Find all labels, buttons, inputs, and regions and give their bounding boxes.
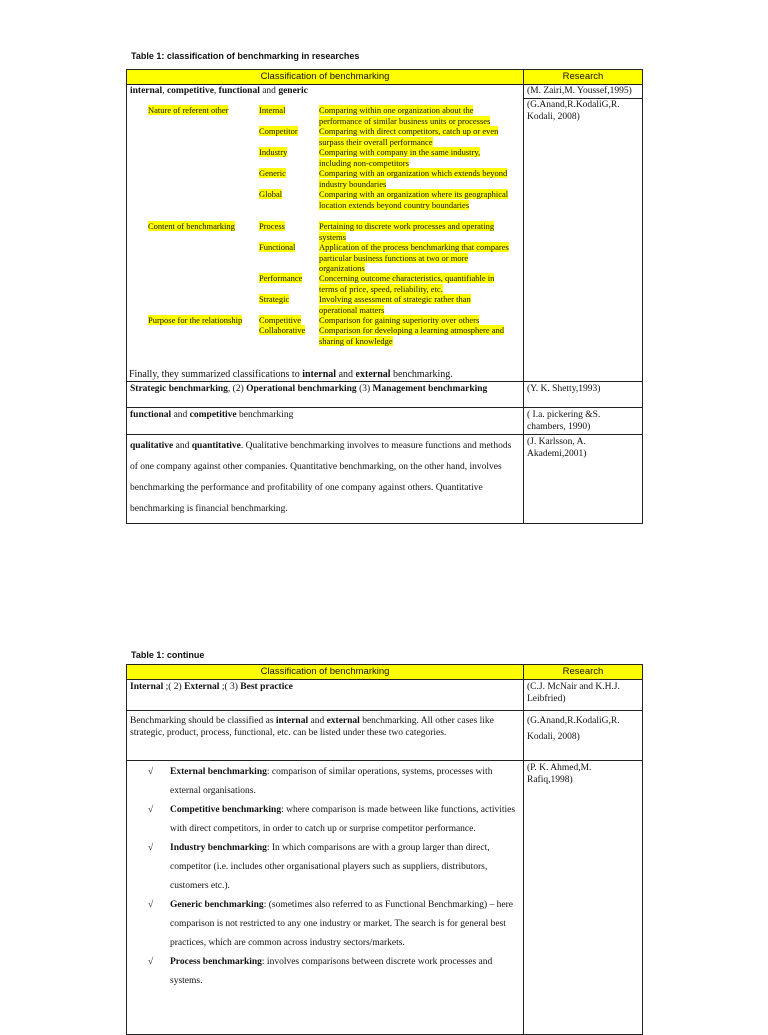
list-item (130, 801, 520, 839)
text: : comparison of similar operations, systems, processes with external organisations. (170, 767, 493, 796)
table-row (127, 761, 643, 1035)
check-icon: √ (148, 900, 154, 910)
reference: (P. K. Ahmed,M. Rafiq,1998) (524, 761, 643, 1035)
text: and (336, 369, 356, 380)
term: internal (275, 716, 309, 726)
classification-header: Classification of benchmarking (127, 665, 524, 680)
classification-cell (127, 382, 524, 408)
reference: (Y. K. Shetty,1993) (524, 382, 643, 408)
table1-caption: Table 1: classification of benchmarking in researches (131, 51, 360, 61)
research-header: Research (524, 70, 643, 85)
type-description: Concerning outcome characteristics, quantifiable in terms of price, speed, reliability, etc. (319, 273, 495, 294)
term-internal: internal (130, 86, 163, 96)
classification-cell (127, 408, 524, 435)
research-header: Research (524, 665, 643, 680)
type-label: Generic (259, 168, 286, 178)
type-description: Comparing within one organization about the performance of similar business units or processes (319, 105, 491, 126)
check-icon: √ (148, 767, 154, 777)
text: : In which comparisons are with a group larger than direct, competitor (i.e. includes other organisational players such as suppliers, distributors, customers etc.). (170, 843, 490, 891)
term-internal: internal (302, 369, 337, 380)
term: Best practice (240, 682, 293, 692)
classification-cell (127, 680, 524, 711)
list-item (130, 953, 520, 991)
term-external: external (355, 369, 391, 380)
text: : where comparison is made between like functions, activities with direct competitors, in order to catch up or surprise competitor performance. (170, 805, 516, 834)
type-label: Strategic (259, 294, 290, 304)
text: benchmarking. All other cases like strategic, product, process, functional, etc. can be listed under these two categories. (130, 716, 494, 738)
text: and (259, 86, 279, 96)
type-description: Involving assessment of strategic rather than operational matters (319, 294, 471, 315)
classification-header: Classification of benchmarking (127, 70, 524, 85)
table-row (127, 408, 643, 435)
category-label: Nature of referent other (148, 105, 229, 115)
term: external (326, 716, 360, 726)
text: , (2) (227, 384, 247, 394)
category-label: Purpose for the relationship (148, 315, 243, 325)
term: Internal (130, 682, 164, 692)
reference: (J. Karlsson, A. Akademi,2001) (524, 435, 643, 524)
text: and (173, 441, 192, 451)
term: Operational benchmarking (246, 384, 357, 394)
term: External (184, 682, 220, 692)
type-description: Comparing with company in the same industry, including non-competitors (319, 147, 481, 168)
type-label: Functional (259, 242, 296, 252)
type-label: Internal (259, 105, 286, 115)
text: benchmarking (236, 410, 294, 420)
type-label: Process (259, 221, 285, 231)
term: Industry benchmarking (170, 843, 267, 853)
research-cell (524, 711, 643, 761)
term: Generic benchmarking (170, 900, 264, 910)
text: and (171, 410, 190, 420)
table-row (127, 680, 643, 711)
text: benchmarking. (390, 369, 453, 380)
type-description: Comparing with an organization where its geographical location extends beyond country boundaries (319, 189, 509, 210)
type-label: Competitive (259, 315, 302, 325)
reference: (G.Anand,R.KodaliG,R. Kodali, 2008) (527, 100, 620, 122)
type-label: Competitor (259, 126, 298, 136)
list-item (130, 763, 520, 801)
text: : (sometimes also referred to as Functional Benchmarking) – here comparison is not restricted to any one industry or market. The search is for general best practices, which are common across industry sectors/markets. (170, 900, 513, 948)
term: Competitive benchmarking (170, 805, 282, 815)
category-label: Content of benchmarking (148, 221, 235, 231)
type-label: Industry (259, 147, 288, 157)
text: (3) (356, 384, 373, 394)
term: External benchmarking (170, 767, 267, 777)
table2-header-row (127, 665, 643, 680)
text: ;( 3) (219, 682, 241, 692)
row-intro (130, 85, 520, 97)
list-item (130, 896, 520, 953)
classification-cell (127, 85, 524, 382)
list-item (130, 839, 520, 896)
type-description: Pertaining to discrete work processes and operating systems (319, 221, 495, 242)
check-icon: √ (148, 843, 154, 853)
type-description: Comparison for developing a learning atmosphere and sharing of knowledge (319, 325, 505, 346)
summary-sentence (129, 369, 453, 381)
type-description: Comparison for gaining superiority over others (319, 315, 480, 325)
reference: ( I.a. pickering &S. chambers, 1990) (524, 408, 643, 435)
research-cell (524, 85, 643, 382)
check-icon: √ (148, 805, 154, 815)
reference: (C.J. McNair and K.H.J. Leibfried) (524, 680, 643, 711)
table-row (127, 435, 643, 524)
type-description: Comparing with direct competitors, catch up or even surpass their overall performance (319, 126, 499, 147)
text: Finally, they summarized classifications to (129, 369, 303, 380)
term-functional: functional (218, 86, 260, 96)
type-description: Application of the process benchmarking that compares particular business functions at two or more organizations (319, 242, 509, 273)
table1-header-row (127, 70, 643, 85)
table-row (127, 85, 643, 382)
term: Strategic benchmarking (130, 384, 228, 394)
paragraph (130, 436, 520, 520)
table2 (126, 664, 643, 1035)
classification-cell (127, 435, 524, 524)
text: Benchmarking should be classified as (130, 716, 276, 726)
text: : involves comparisons between discrete work processes and systems. (170, 957, 493, 986)
term: quantitative (191, 441, 241, 451)
table2-caption: Table 1: continue (131, 650, 205, 660)
term: functional (130, 410, 172, 420)
table-row (127, 382, 643, 408)
text: , (162, 86, 167, 96)
term: Process benchmarking (170, 957, 262, 967)
term: qualitative (130, 441, 174, 451)
reference: (G.Anand,R.KodaliG,R. (527, 716, 620, 726)
type-label: Collaborative (259, 325, 306, 335)
reference: Kodali, 2008) (527, 732, 580, 742)
term: competitive (189, 410, 237, 420)
text: , (213, 86, 219, 96)
reference: (M. Zairi,M. Youssef,1995) (524, 85, 642, 99)
type-description: Comparing with an organization which extends beyond industry boundaries (319, 168, 508, 189)
text: ;( 2) (163, 682, 185, 692)
type-label: Global (259, 189, 283, 199)
text: and (308, 716, 327, 726)
classification-cell (127, 711, 524, 761)
term-generic: generic (278, 86, 308, 96)
table1 (126, 69, 643, 524)
table-row (127, 711, 643, 761)
classification-cell (127, 761, 524, 1035)
type-label: Performance (259, 273, 303, 283)
text: . Qualitative benchmarking involves to measure functions and methods of one company against other companies. Quantitative benchmarking, on the other hand, involves benchmarking the performance and profitability of one company against others. Quantitative benchmarking is financial benchmarking. (130, 441, 512, 514)
sub-classification-grid (130, 105, 520, 345)
term: Management benchmarking (372, 384, 488, 394)
check-icon: √ (148, 957, 154, 967)
term-competitive: competitive (166, 86, 214, 96)
benchmark-type-list (130, 763, 520, 991)
